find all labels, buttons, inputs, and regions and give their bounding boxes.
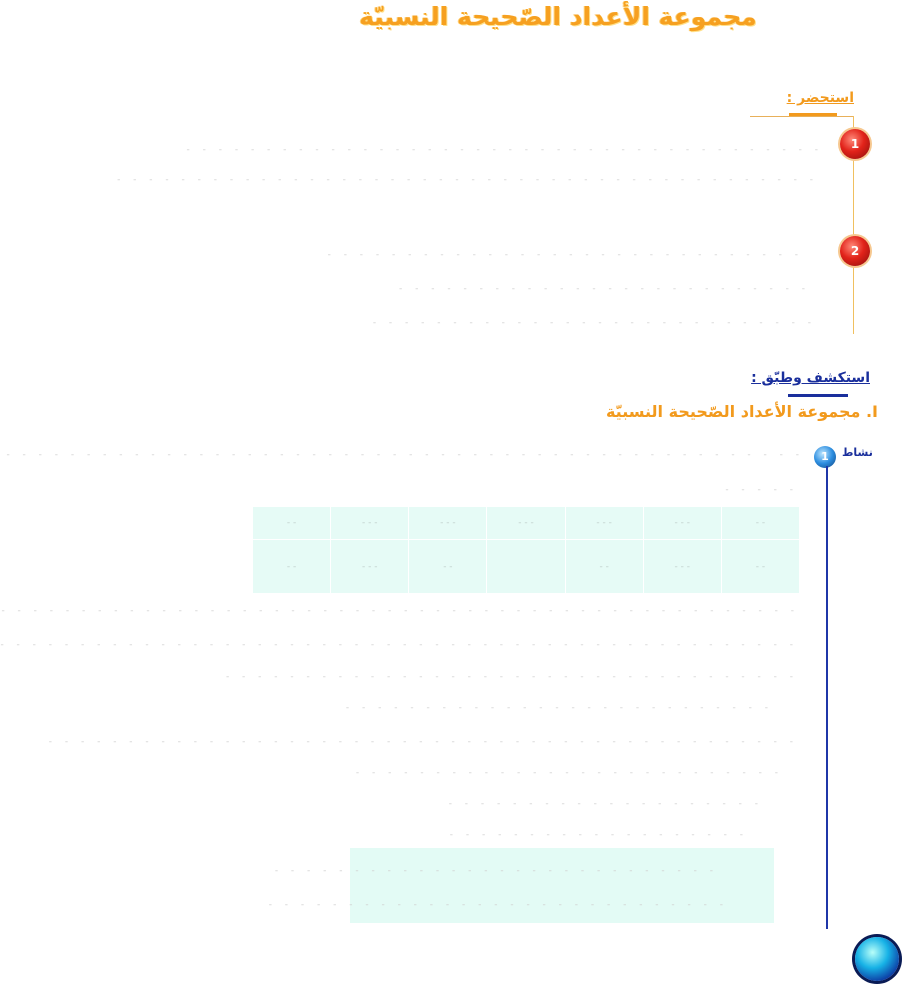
table-row <box>253 540 800 594</box>
faded-text-line: - - - - - - - - - - - - - - - - - - - <box>449 830 748 840</box>
page-title: مجموعة الأعداد الصّحيحة النسبيّة <box>359 2 757 31</box>
table-cell: - - <box>253 507 331 540</box>
recall-item-2-number-icon: 2 <box>840 236 870 266</box>
table-cell: - - - <box>643 507 721 540</box>
activity-vertical-rule <box>826 466 828 929</box>
table-cell: - - - <box>487 507 565 540</box>
faded-text-line: - - - - - - - - - - - - - - - - - - - - - - - - - - - - - - - - - - - - - - - - - - - - <box>117 175 818 185</box>
faded-text-line: - - - - - - - - - - - - - - - - - - - - - - - - - - - <box>345 703 773 713</box>
faded-text-line: - - - - - - - - - - - - - - - - - - - - - - - - - - - - - - <box>327 250 803 260</box>
faded-text-line: - - - - - - - - - - - - - - - - - - - - - - - - - - - - - - - - - - - - - - - - - - - - - - - - - - <box>6 450 804 460</box>
discover-underline <box>788 394 848 397</box>
data-table <box>252 506 800 594</box>
recall-heading: استحضر : <box>786 90 854 106</box>
table-cell: - - - <box>643 540 721 594</box>
faded-text-line: - - - - - - - - - - - - - - - - - - - - - - - - - - - <box>355 768 783 778</box>
table-cell: - - - <box>331 507 409 540</box>
faded-text-line: - - - - - - - - - - - - - - - - - - - - - - - - - - - - <box>372 318 816 328</box>
recall-item-1-number-icon: 1 <box>840 129 870 159</box>
table-cell: - - - <box>409 507 487 540</box>
table-cell: - - <box>565 540 643 594</box>
table-cell: - - <box>721 540 799 594</box>
faded-text-line: - - - - - - - - - - - - - - - - - - - - - - - - - - - - - - - - - - - - - - - - <box>186 145 823 155</box>
table-cell: - - - <box>565 507 643 540</box>
faded-text-line: - - - - - - - - - - - - - - - - - - - - - - - - - - - - - <box>268 900 728 910</box>
faded-text-line: - - - - - - - - - - - - - - - - - - - - - - - - - - - - - - - - - - - - - - - - - - - - - - - - - - <box>1 606 799 616</box>
section-title: I. مجموعة الأعداد الصّحيحة النسبيّة <box>605 402 878 421</box>
faded-text-line: - - - - - - - - - - - - - - - - - - - - - - - - - - <box>399 284 810 294</box>
highlight-box <box>268 848 774 923</box>
faded-text-line: - - - - - - - - - - - - - - - - - - - - - - - - - - - - - - - - - - - - - - - - - - - - - - - - - - <box>0 640 798 650</box>
faded-text-line: - - - - - <box>725 485 798 495</box>
navigation-sphere-icon[interactable] <box>855 937 899 981</box>
discover-heading: استكشف وطبّق : <box>751 370 870 386</box>
table-cell: - - <box>409 540 487 594</box>
table-cell: - - - <box>331 540 409 594</box>
table-row <box>253 507 800 540</box>
table-cell <box>487 540 565 594</box>
activity-label: نشاط <box>842 446 873 459</box>
faded-text-line: - - - - - - - - - - - - - - - - - - - - - - - - - - - - - - - - - - - - - - - - - - - - - - - <box>48 737 798 747</box>
faded-text-line: - - - - - - - - - - - - - - - - - - - - - - - - - - - - <box>274 866 718 876</box>
table-cell: - - <box>253 540 331 594</box>
faded-text-line: - - - - - - - - - - - - - - - - - - - - <box>448 799 763 809</box>
activity-number-icon: 1 <box>814 446 836 468</box>
table-cell: - - <box>721 507 799 540</box>
recall-divider <box>750 116 854 117</box>
faded-text-line: - - - - - - - - - - - - - - - - - - - - - - - - - - - - - - - - - - - - <box>225 672 798 682</box>
recall-underline <box>789 113 837 116</box>
